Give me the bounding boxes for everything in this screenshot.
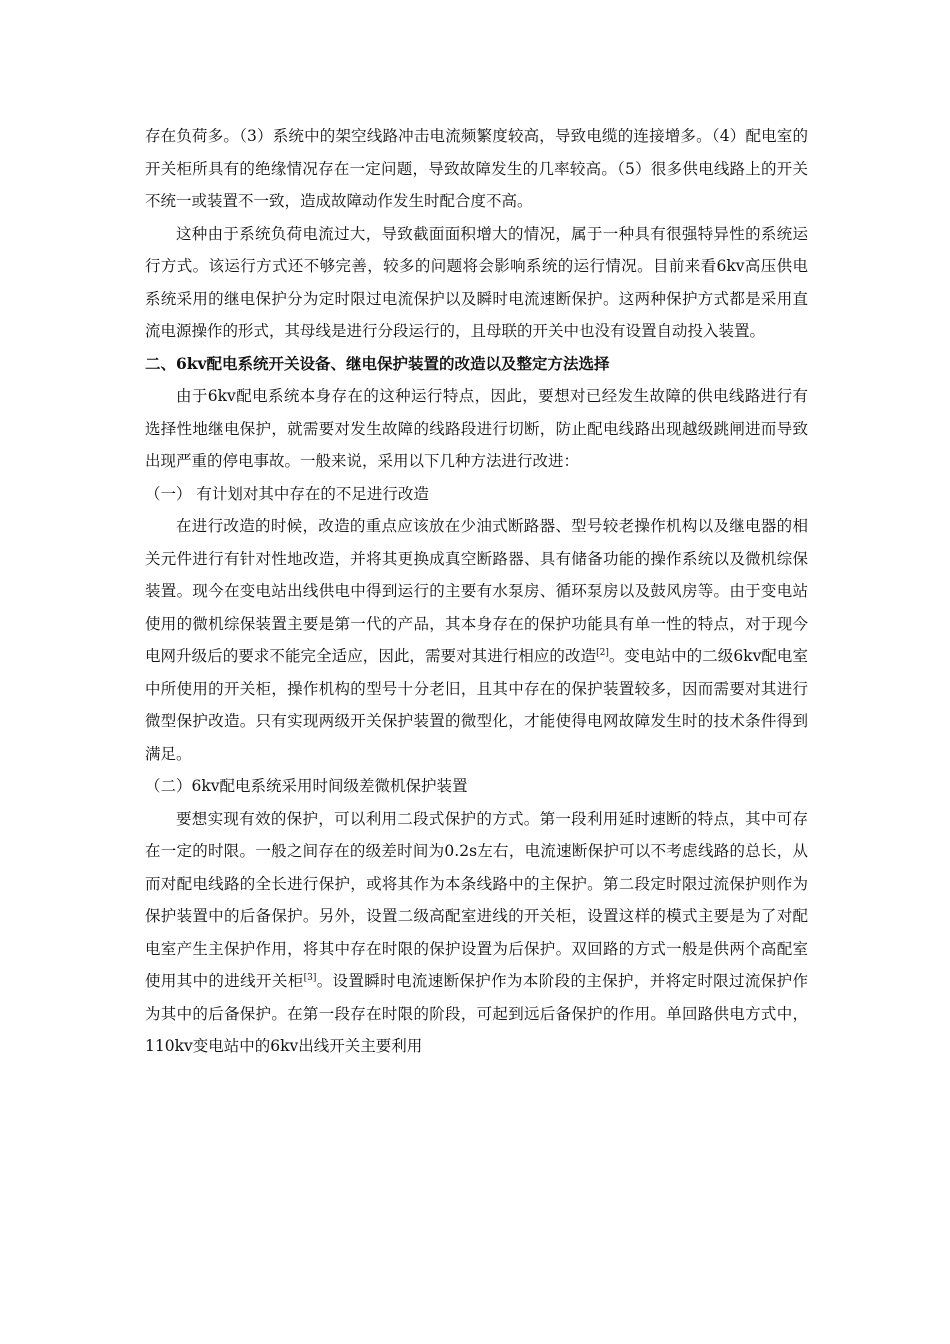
subsection-heading: （二）6kv配电系统采用时间级差微机保护装置 [145,777,468,795]
document-page [145,120,808,1063]
paragraph-text: 。变电站中的二级6kv配电室中所使用的开关柜，操作机构的型号十分老旧，且其中存在的保护装置较多，因而需要对其进行微型保护改造。只有实现两级开关保护装置的微型化，才能使得电网故障发生时的技术条件得到满足。 [145,647,808,763]
citation-ref: [3] [303,973,317,983]
paragraph [145,803,808,1063]
subsection-heading: （一） 有计划对其中存在的不足进行改造 [145,484,429,503]
section-heading: 二、6kv配电系统开关设备、继电保护装置的改造以及整定方法选择 [145,353,610,373]
paragraph-text: 要想实现有效的保护，可以利用二段式保护的方式。第一段利用延时速断的特点，其中可存在一定的时限。一般之间存在的级差时间为0.2s左右，电流速断保护可以不考虑线路的总长，从而对配电线路的全长进行保护，或将其作为本条线路中的主保护。第二段定时限过流保护则作为保护装置中的后备保护。另外，设置二级高配室进线的开关柜，设置这样的模式主要是为了对配电室产生主保护作用，将其中存在时限的保护设置为后保护。双回路的方式一般是供两个高配室使用其中的进线开关柜 [145,809,808,990]
citation-ref: [2] [596,648,609,658]
paragraph: 这种由于系统负荷电流过大，导致截面面积增大的情况，属于一种具有很强特异性的系统运行方式。该运行方式还不够完善，较多的问题将会影响系统的运行情况。目前来看6kv高压供电系统采用的继电保护分为定时限过电流保护以及瞬时电流速断保护。这两种保护方式都是采用直流电源操作的形式，其母线是进行分段运行的，且母联的开关中也没有设置自动投入装置。 [145,224,808,340]
paragraph-text: 在进行改造的时候，改造的重点应该放在少油式断路器、型号较老操作机构以及继电器的相关元件进行有针对性地改造，并将其更换成真空断路器、具有储备功能的操作系统以及微机综保装置。现今在变电站出线供电中得到运行的主要有水泵房、循环泵房以及鼓风房等。由于变电站使用的微机综保装置主要是第一代的产品，其本身存在的保护功能具有单一性的特点，对于现今电网升级后的要求不能完全适应，因此，需要对其进行相应的改造 [145,517,808,665]
paragraph [145,510,808,770]
paragraph: 存在负荷多。（3）系统中的架空线路冲击电流频繁度较高，导致电缆的连接增多。（4）配电室的开关柜所具有的绝缘情况存在一定问题，导致故障发生的几率较高。（5）很多供电线路上的开关不统一或装置不一致，造成故障动作发生时配合度不高。 [145,127,808,210]
paragraph: 由于6kv配电系统本身存在的这种运行特点，因此，要想对已经发生故障的供电线路进行有选择性地继电保护，就需要对发生故障的线路段进行切断，防止配电线路出现越级跳闸进而导致出现严重的停电事故。一般来说，采用以下几种方法进行改进： [145,387,808,470]
paragraph-text: 。设置瞬时电流速断保护作为本阶段的主保护，并将定时限过流保护作为其中的后备保护。在第一段存在时限的阶段，可起到远后备保护的作用。单回路供电方式中，110kv变电站中的6kv出线开关主要利用 [145,972,808,1055]
